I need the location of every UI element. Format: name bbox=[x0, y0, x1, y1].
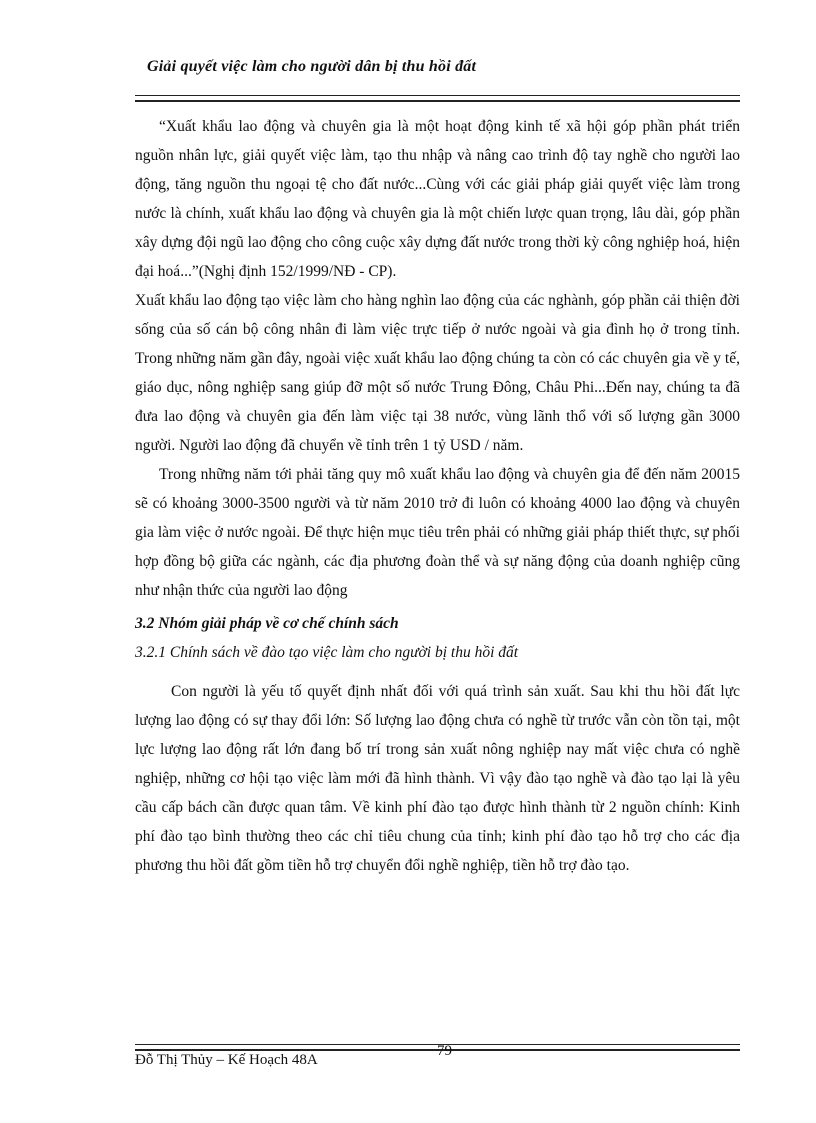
footer-author: Đỗ Thị Thủy – Kế Hoạch 48A bbox=[135, 1052, 318, 1068]
header-divider bbox=[135, 95, 740, 102]
paragraph-future-plans: Trong những năm tới phải tăng quy mô xuất khẩu lao động và chuyên gia để đến năm 20015 sẽ có khoảng 3000-3500 người và từ năm 2010 trở đi luôn có khoảng 4000 lao động và chuyên gia làm việc ở nước ngoài. Để thực hiện mục tiêu trên phải có những giải pháp thiết thực, sự phối hợp đồng bộ giữa các ngành, các địa phương đoàn thể và sự năng động của doanh nghiệp cũng như nhận thức của người lao động bbox=[135, 466, 740, 599]
section-heading: 3.2 Nhóm giải pháp về cơ chế chính sách bbox=[135, 615, 399, 632]
running-header-title: Giải quyết việc làm cho người dân bị thu hồi đất bbox=[147, 58, 477, 75]
paragraph-export-labor: Xuất khẩu lao động tạo việc làm cho hàng nghìn lao động của các nghành, góp phần cải thiện đời sống của số cán bộ công nhân đi làm việc trực tiếp ở nước ngoài và gia đình họ ở trong tỉnh. Trong những năm gần đây, ngoài việc xuất khẩu lao động chúng ta còn có các chuyên gia về y tế, giáo dục, nông nghiệp sang giúp đỡ một số nước Trung Đông, Châu Phi...Đến nay, chúng ta đã đưa lao động và chuyên gia đến làm việc tại 38 nước, vùng lãnh thổ với số lượng gần 3000 người. Người lao động đã chuyển về tỉnh trên 1 tỷ USD / năm. bbox=[135, 292, 740, 454]
subsection-heading: 3.2.1 Chính sách về đào tạo việc làm cho người bị thu hồi đất bbox=[135, 644, 519, 661]
paragraph-quote: “Xuất khẩu lao động và chuyên gia là một hoạt động kinh tế xã hội góp phần phát triển nguồn nhân lực, giải quyết việc làm, tạo thu nhập và nâng cao trình độ tay nghề cho người lao động, tăng nguồn thu ngoại tệ cho đất nước...Cùng với các giải pháp giải quyết việc làm trong nước là chính, xuất khẩu lao động và chuyên gia là một chiến lược quan trọng, lâu dài, góp phần xây dựng đội ngũ lao động cho công cuộc xây dựng đất nước trong thời kỳ công nghiệp hoá, hiện đại hoá...”(Nghị định 152/1999/NĐ - CP). bbox=[135, 118, 740, 280]
paragraph-training: Con người là yếu tố quyết định nhất đối với quá trình sản xuất. Sau khi thu hồi đất lực lượng lao động có sự thay đổi lớn: Số lượng lao động chưa có nghề từ trước vẫn còn tồn tại, một lực lượng lao động rất lớn đang bố trí trong sản xuất nông nghiệp nay mất việc chưa có nghề nghiệp, những cơ hội tạo việc làm mới đã hình thành. Vì vậy đào tạo nghề và đào tạo lại là yêu cầu cấp bách cần được quan tâm. Về kinh phí đào tạo được hình thành từ 2 nguồn chính: Kinh phí đào tạo bình thường theo các chỉ tiêu chung của tỉnh; kinh phí đào tạo hỗ trợ cho các địa phương thu hồi đất gồm tiền hỗ trợ chuyển đổi nghề nghiệp, tiền hỗ trợ đào tạo. bbox=[135, 683, 740, 874]
body-text bbox=[135, 112, 740, 880]
page-number: 79 bbox=[437, 1043, 452, 1059]
